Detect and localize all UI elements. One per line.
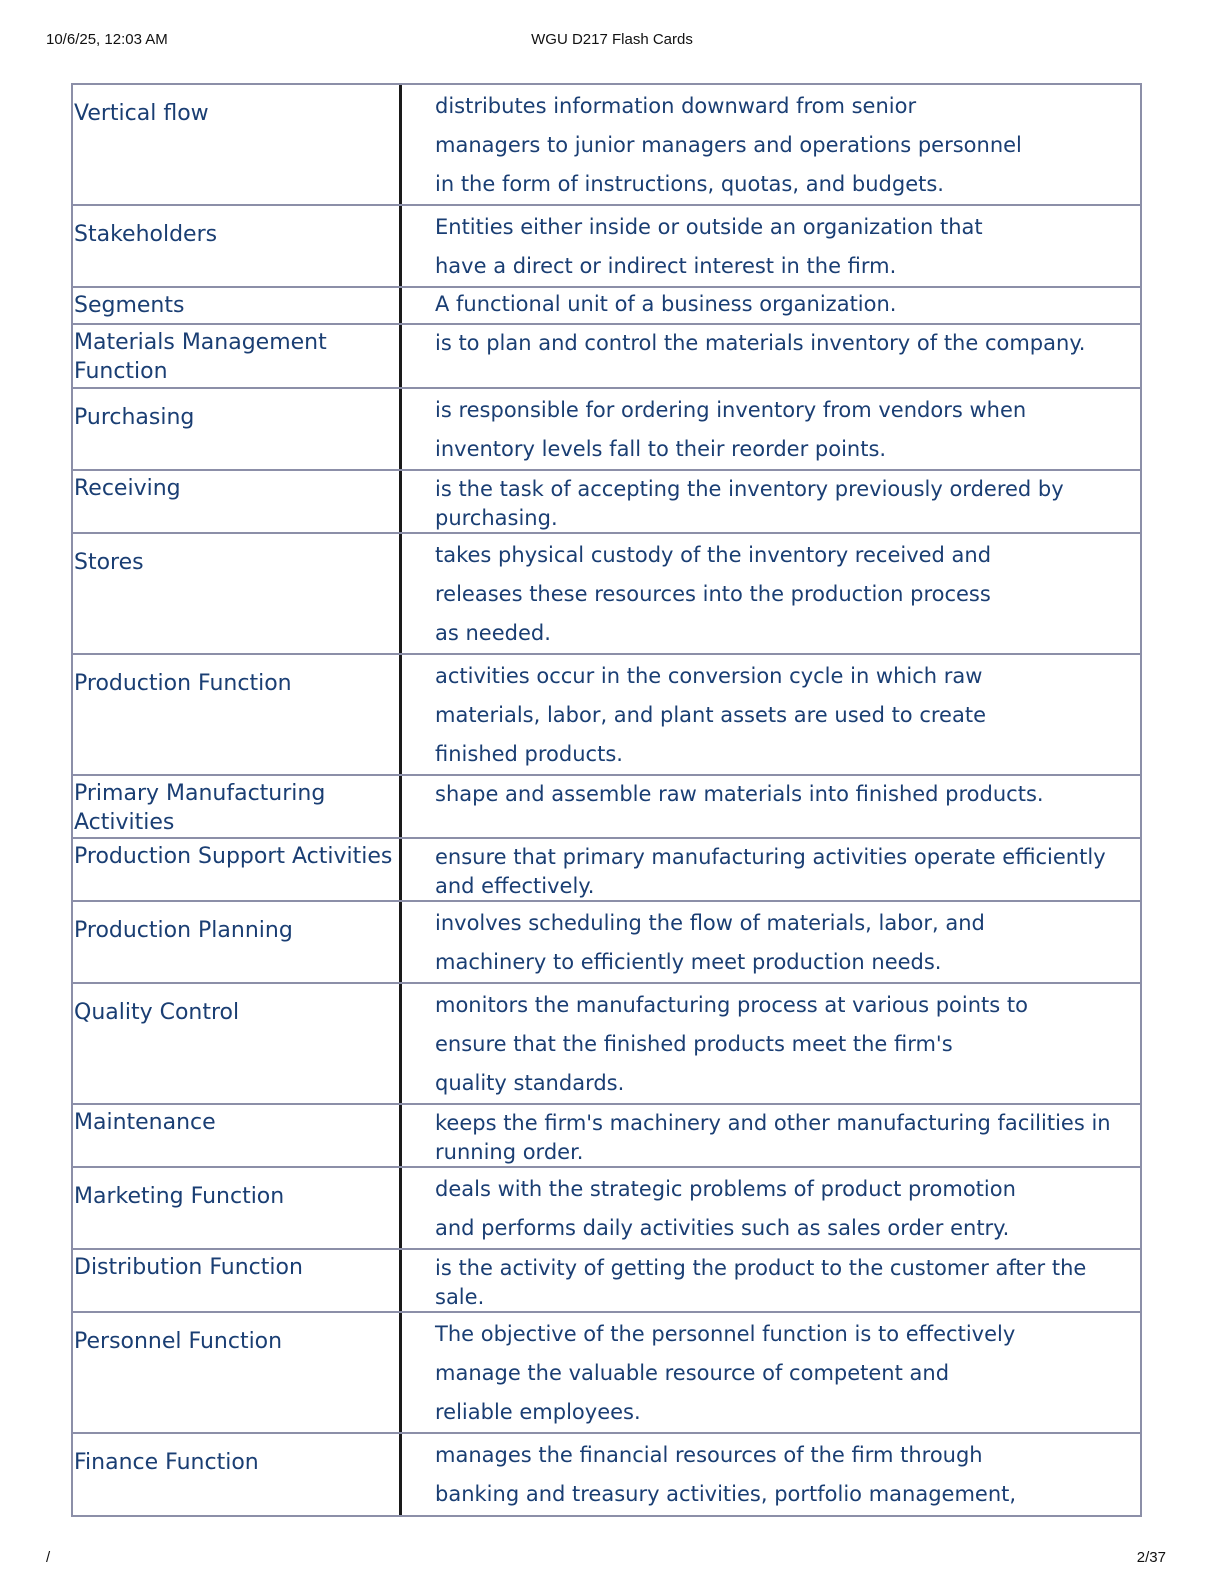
flashcard-table (71, 83, 1142, 1517)
card-term: Production Planning (73, 902, 402, 982)
card-row (73, 902, 1140, 984)
page-url: / (46, 1549, 51, 1566)
card-term: Distribution Function (73, 1250, 402, 1311)
card-term: Primary Manufacturing Activities (73, 776, 402, 837)
card-definition: distributes information downward from senior managers to junior managers and operations personnel in the form of instructions, quotas, and budgets. (435, 94, 1022, 196)
card-row (73, 85, 1140, 206)
card-row (73, 389, 1140, 471)
card-definition: takes physical custody of the inventory received and releases these resources into the production process as needed. (435, 543, 992, 645)
page-title: WGU D217 Flash Cards (531, 31, 693, 48)
card-definition: involves scheduling the flow of materials, labor, and machinery to efficiently meet production needs. (435, 911, 985, 974)
card-definition: shape and assemble raw materials into finished products. (435, 782, 1044, 806)
card-term: Purchasing (73, 389, 402, 469)
card-row (73, 1250, 1140, 1313)
card-row (73, 1434, 1140, 1515)
card-definition: is the task of accepting the inventory previously ordered by purchasing. (435, 477, 1064, 530)
card-row (73, 776, 1140, 839)
card-row (73, 325, 1140, 389)
card-term: Production Support Activities (73, 839, 402, 900)
card-row (73, 534, 1140, 655)
card-definition: is responsible for ordering inventory from vendors when inventory levels fall to their reorder points. (435, 398, 1027, 461)
card-term: Stores (73, 534, 402, 653)
card-definition: is the activity of getting the product to the customer after the sale. (435, 1256, 1087, 1309)
card-row (73, 984, 1140, 1105)
card-definition: activities occur in the conversion cycle in which raw materials, labor, and plant assets are used to create finished products. (435, 664, 986, 766)
card-row (73, 471, 1140, 534)
card-definition: deals with the strategic problems of product promotion and performs daily activities such as sales order entry. (435, 1177, 1016, 1240)
card-row (73, 206, 1140, 288)
card-term: Finance Function (73, 1434, 402, 1515)
page-number: 2/37 (1136, 1549, 1166, 1566)
card-term: Quality Control (73, 984, 402, 1103)
card-term: Production Function (73, 655, 402, 774)
card-term: Receiving (73, 471, 402, 532)
card-term: Maintenance (73, 1105, 402, 1166)
card-term: Marketing Function (73, 1168, 402, 1248)
card-definition: is to plan and control the materials inventory of the company. (435, 331, 1086, 355)
card-row (73, 1168, 1140, 1250)
card-row (73, 655, 1140, 776)
card-term: Vertical flow (73, 85, 402, 204)
card-term: Personnel Function (73, 1313, 402, 1432)
card-row (73, 288, 1140, 325)
card-row (73, 1105, 1140, 1168)
card-definition: ensure that primary manufacturing activities operate efficiently and effectively. (435, 845, 1106, 898)
card-row (73, 839, 1140, 902)
card-definition: The objective of the personnel function is to effectively manage the valuable resource of competent and reliable employees. (435, 1322, 1016, 1424)
card-term: Stakeholders (73, 206, 402, 286)
card-term: Materials Management Function (73, 325, 402, 387)
print-date: 10/6/25, 12:03 AM (46, 31, 168, 48)
card-definition: A functional unit of a business organization. (435, 292, 897, 316)
card-definition: keeps the firm's machinery and other manufacturing facilities in running order. (435, 1111, 1111, 1164)
card-definition: monitors the manufacturing process at various points to ensure that the finished products meet the firm's quality standards. (435, 993, 1028, 1095)
card-definition: Entities either inside or outside an organization that have a direct or indirect interest in the firm. (435, 215, 983, 278)
card-definition: manages the financial resources of the firm through banking and treasury activities, portfolio management, (435, 1443, 1017, 1506)
card-row (73, 1313, 1140, 1434)
card-term: Segments (73, 288, 402, 323)
